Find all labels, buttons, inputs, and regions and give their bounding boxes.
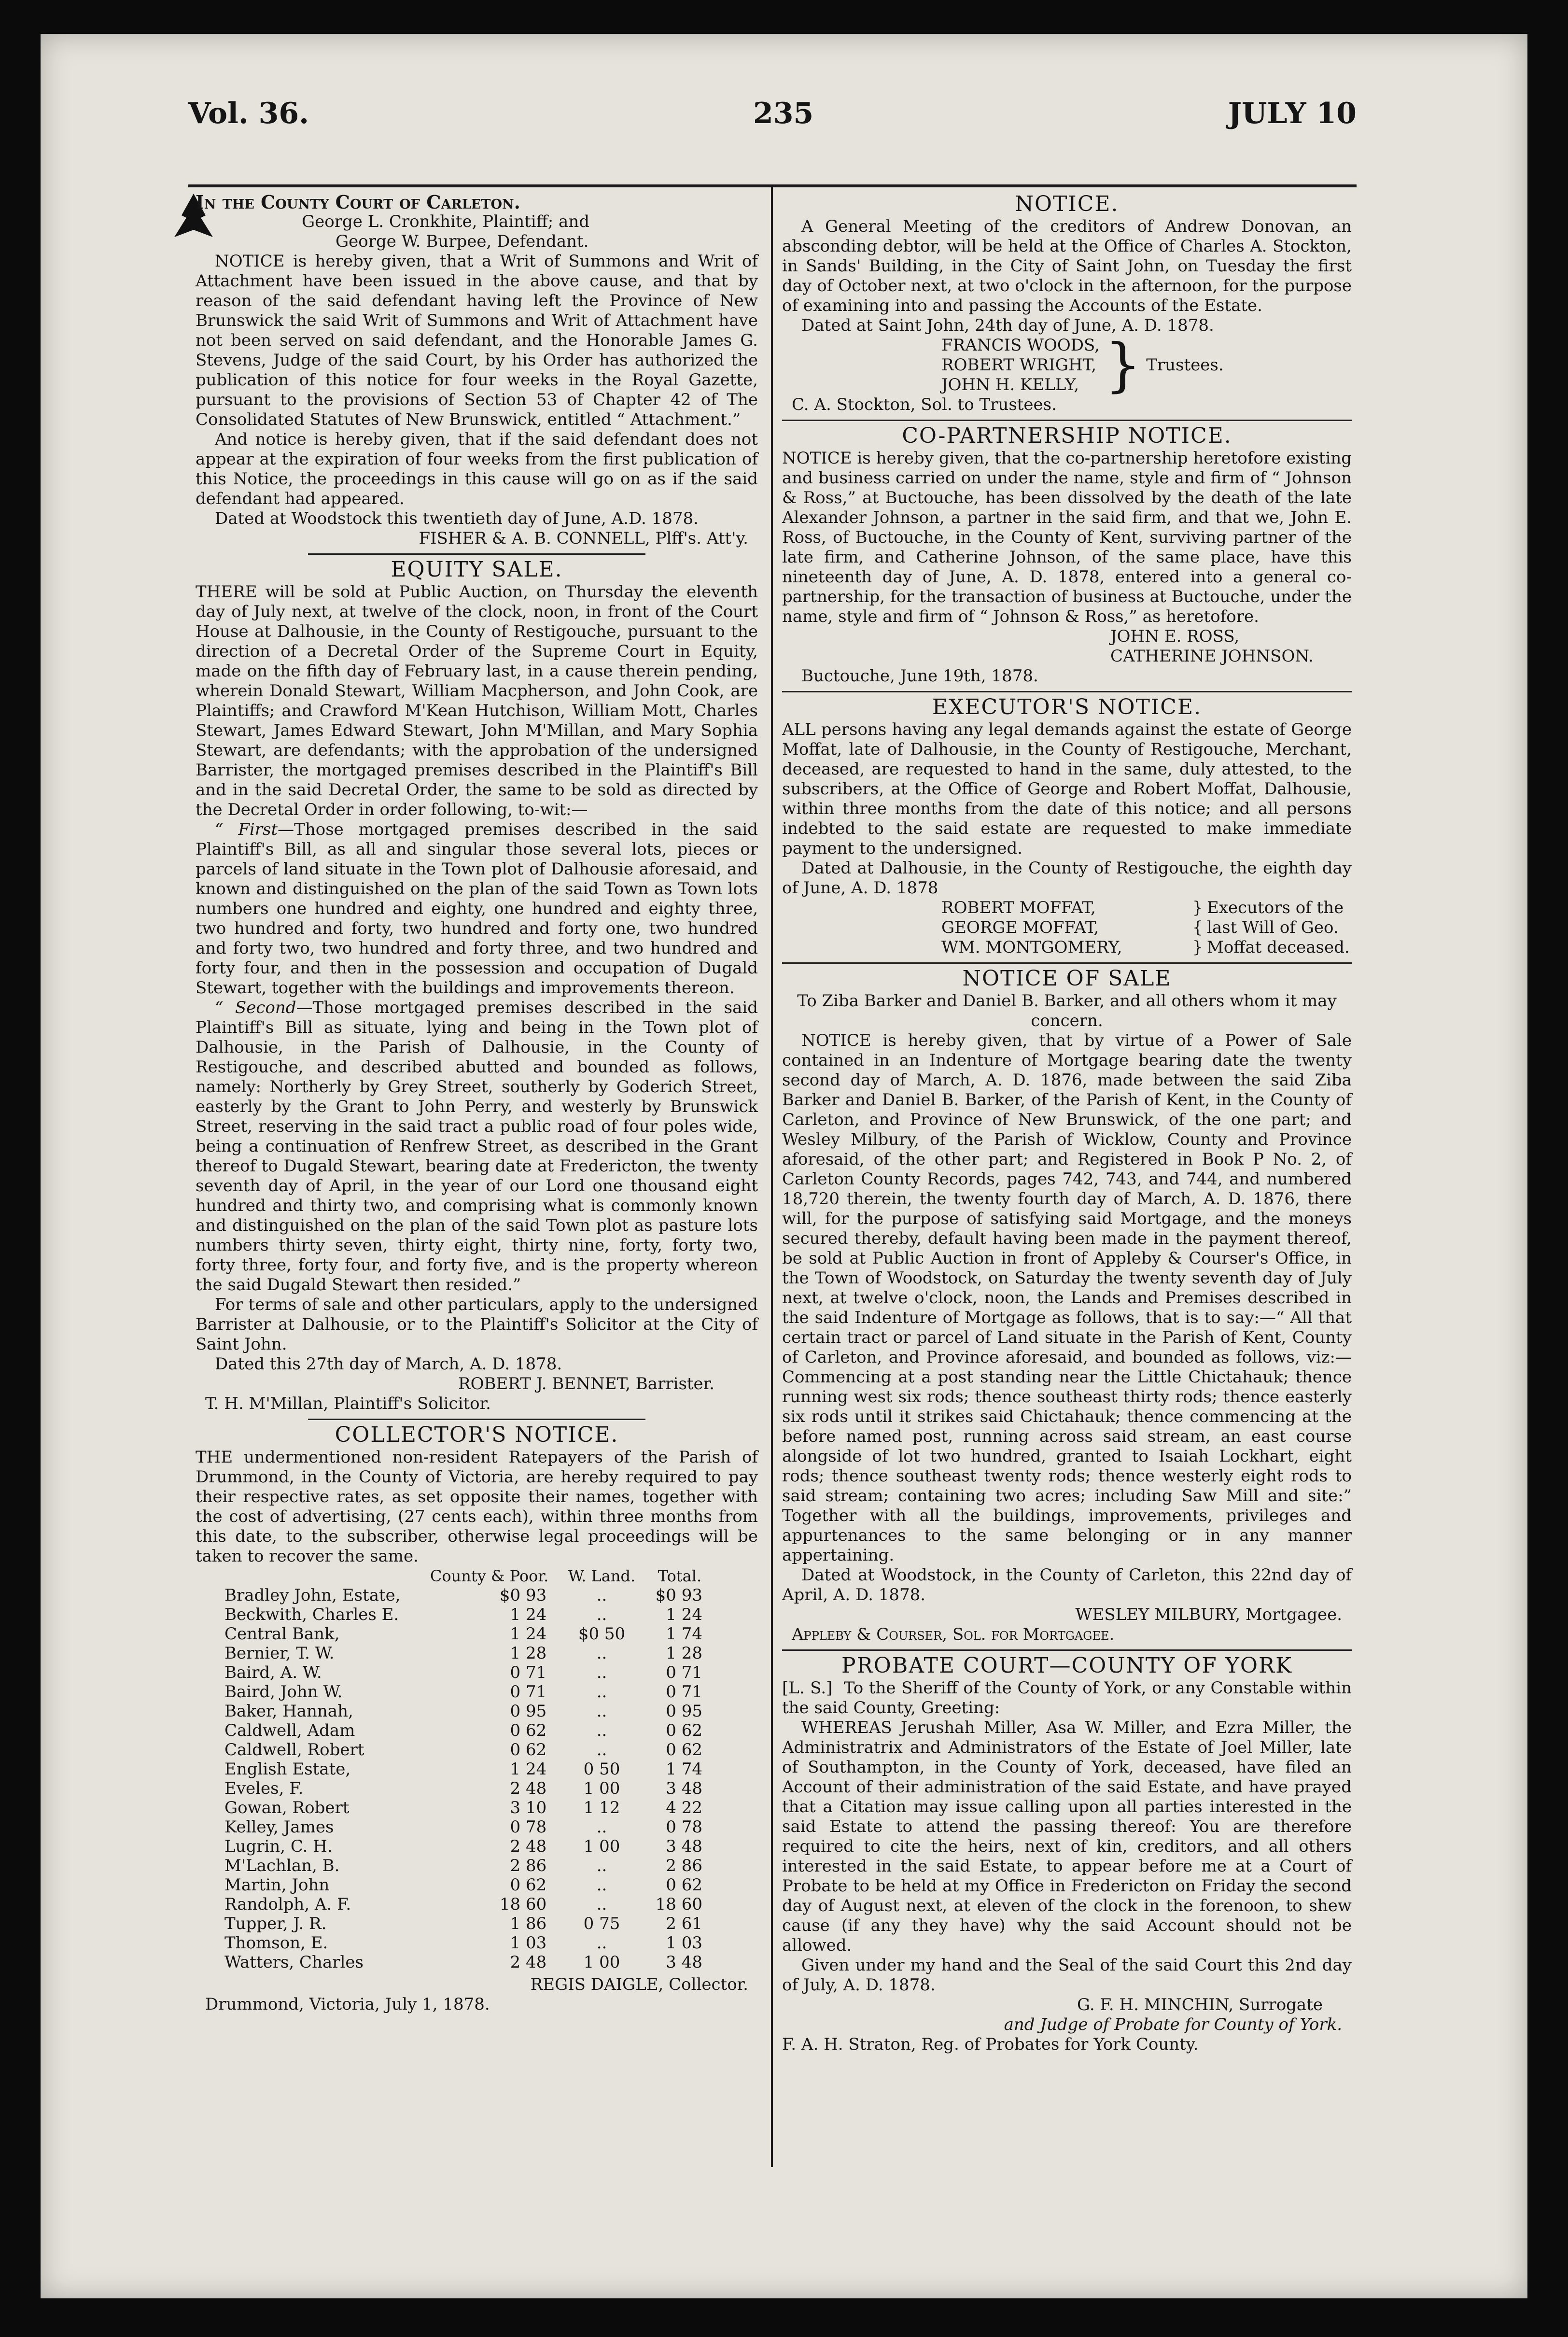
probate-court-notice: [782, 1653, 1352, 2055]
sale-addressees: To Ziba Barker and Daniel B. Barker, and all others whom it may concern.: [797, 991, 1337, 1030]
ratepayer-name: Baird, John W.: [224, 1682, 343, 1702]
ratepayer-name: Baird, A. W.: [224, 1663, 322, 1682]
meeting-paragraph: A General Meeting of the creditors of Andrew Donovan, an absconding debtor, will be held at the Office of Charles A. Stockton, in Sands' Building, in the City of Saint John, on Tuesday the first day of October next, at two o'clock in the afternoon, for the purpose of examining into and passing the Accounts of the Estate.: [782, 217, 1352, 315]
notice-of-sale: [782, 966, 1352, 1645]
total-rate: 2 61: [666, 1914, 702, 1933]
second-label: “ Second: [215, 998, 296, 1017]
wild-land-rate: ..: [596, 1933, 607, 1953]
total-rate: 2 86: [666, 1856, 702, 1875]
equity-paragraph-1: THERE will be sold at Public Auction, on Thursday the eleventh day of July next, at twelve of the clock, noon, in front of the Court House at Dalhousie, in the County of Restigouche, pursuant to the direction of a Decretal Order of the Supreme Court in Equity, made on the fifth day of February last, in a cause therein pending, wherein Donald Stewart, William Macpherson, and John Cook, are Plaintiffs; and Crawford M'Kean Hutchison, William Mott, Charles Stewart, James Edward Stewart, John M'Millan, and Mary Sophia Stewart, are defendants; with the approbation of the undersigned Barrister, the mortgaged premises described in the Plaintiff's Bill and in the said Decretal Order, the same to be sold as directed by the Decretal Order in order following, to-wit:—: [196, 582, 758, 819]
total-rate: 3 48: [666, 1953, 702, 1972]
sale-signature-solicitor: Appleby & Courser, Sol. for Mortgagee.: [792, 1625, 1115, 1644]
ratepayer-name: Kelley, James: [224, 1817, 334, 1837]
executor-name: WM. MONTGOMERY,: [941, 938, 1122, 957]
county-poor-rate: 0 78: [510, 1817, 547, 1837]
total-rate: 1 24: [666, 1605, 702, 1624]
executors-signatures: [782, 898, 1352, 957]
county-poor-rate: 1 28: [510, 1644, 547, 1663]
county-poor-rate: 2 48: [510, 1953, 547, 1972]
trustees-signatures: [782, 331, 1352, 399]
wild-land-rate: ..: [596, 1682, 607, 1702]
ratepayers-table: [224, 1566, 717, 1972]
parties-line-1: George L. Cronkhite, Plaintiff; and: [302, 212, 589, 231]
equity-paragraph-first: [196, 820, 758, 998]
parties-line-2: George W. Burpee, Defendant.: [336, 232, 589, 251]
trustees-label: Trustees.: [1146, 355, 1224, 375]
court-signature: FISHER & A. B. CONNELL, Plff's. Att'y.: [419, 529, 748, 548]
wild-land-rate: 1 12: [583, 1798, 620, 1817]
table-row: [224, 1817, 717, 1837]
ratepayer-name: Lugrin, C. H.: [224, 1837, 333, 1856]
wild-land-rate: 0 75: [583, 1914, 620, 1933]
equity-sale-heading: EQUITY SALE.: [391, 557, 563, 582]
executor-name: ROBERT MOFFAT,: [941, 898, 1096, 917]
seal-mark: [L. S.]: [782, 1678, 833, 1698]
table-row: [224, 1663, 717, 1682]
executor-title: Moffat deceased.: [1207, 938, 1350, 957]
total-rate: $0 93: [655, 1586, 702, 1605]
trustee-name: ROBERT WRIGHT,: [941, 355, 1097, 375]
table-row: [224, 1779, 717, 1798]
wild-land-rate: ..: [596, 1856, 607, 1875]
collector-signature: REGIS DAIGLE, Collector.: [530, 1975, 748, 1994]
total-rate: 1 03: [666, 1933, 702, 1953]
column-divider: [771, 187, 773, 2167]
wild-land-rate: ..: [596, 1721, 607, 1740]
copartnership-notice: [782, 423, 1352, 686]
probate-given: Given under my hand and the Seal of the said Court this 2nd day of July, A. D. 1878.: [782, 1956, 1352, 1995]
copartnership-signature-1: JOHN E. ROSS,: [1110, 627, 1240, 646]
table-header-row: [224, 1566, 717, 1586]
county-poor-rate: $0 93: [499, 1586, 547, 1605]
notice-heading: NOTICE.: [1015, 192, 1119, 216]
total-rate: 18 60: [655, 1895, 702, 1914]
trustees-solicitor: C. A. Stockton, Sol. to Trustees.: [792, 395, 1057, 414]
ratepayer-name: English Estate,: [224, 1760, 351, 1779]
ratepayer-name: Beckwith, Charles E.: [224, 1605, 399, 1624]
ratepayer-name: Caldwell, Adam: [224, 1721, 355, 1740]
court-dated: Dated at Woodstock this twentieth day of June, A.D. 1878.: [215, 509, 699, 528]
meeting-dated: Dated at Saint John, 24th day of June, A. D. 1878.: [801, 316, 1214, 335]
wild-land-rate: ..: [596, 1663, 607, 1682]
total-rate: 0 62: [666, 1721, 702, 1740]
total-rate: 0 62: [666, 1740, 702, 1760]
executor-title: last Will of Geo.: [1207, 918, 1339, 937]
collectors-heading: COLLECTOR'S NOTICE.: [335, 1422, 619, 1447]
column-header: County & Poor.: [430, 1567, 549, 1585]
county-poor-rate: 0 71: [510, 1663, 547, 1682]
county-poor-rate: 1 24: [510, 1760, 547, 1779]
copartnership-dated: Buctouche, June 19th, 1878.: [801, 666, 1038, 686]
trustee-name: FRANCIS WOODS,: [941, 336, 1100, 355]
brace-glyph: }: [1104, 331, 1142, 399]
section-rule: [782, 1649, 1352, 1651]
equity-paragraph-second: [196, 998, 758, 1295]
table-row: [224, 1740, 717, 1760]
wild-land-rate: ..: [596, 1740, 607, 1760]
copartnership-signature-2: CATHERINE JOHNSON.: [1110, 647, 1314, 666]
county-poor-rate: 0 62: [510, 1721, 547, 1740]
ratepayer-name: Caldwell, Robert: [224, 1740, 364, 1760]
court-title: In the County Court of Carleton.: [196, 191, 520, 213]
wild-land-rate: 1 00: [583, 1779, 620, 1798]
page-number: 235: [753, 97, 814, 130]
section-rule: [782, 962, 1352, 964]
wild-land-rate: ..: [596, 1895, 607, 1914]
wild-land-rate: 1 00: [583, 1953, 620, 1972]
sale-signature-mortgagee: WESLEY MILBURY, Mortgagee.: [1075, 1605, 1342, 1624]
executors-paragraph: ALL persons having any legal demands against the estate of George Moffat, late of Dalhousie, in the County of Restigouche, Merchant, deceased, are requested to hand in the same, duly attested, to the subscribers, at the Office of George and Robert Moffat, Dalhousie, within three months from the date of this notice; and all persons indebted to the said estate are requested to make immediate payment to the undersigned.: [782, 720, 1352, 858]
county-poor-rate: 0 62: [510, 1740, 547, 1760]
ratepayer-name: Randolph, A. F.: [224, 1895, 351, 1914]
county-poor-rate: 0 62: [510, 1875, 547, 1895]
ratepayer-name: Eveles, F.: [224, 1779, 304, 1798]
ratepayer-name: Tupper, J. R.: [224, 1914, 327, 1933]
ratepayer-name: Watters, Charles: [224, 1953, 364, 1972]
total-rate: 1 74: [666, 1624, 702, 1644]
court-paragraph-1: NOTICE is hereby given, that a Writ of Summons and Writ of Attachment have been issued in the above cause, and that by reason of the said defendant having left the Province of New Brunswick the said Writ of Summons and Writ of Attachment have not been served on said defendant, and the Honorable James G. Stevens, Judge of the said Court, by his Order has authorized the publication of this notice for four weeks in the Royal Gazette, pursuant to the provisions of Section 53 of Chapter 42 of The Consolidated Statutes of New Brunswick, entitled “ Attachment.”: [196, 252, 758, 429]
wild-land-rate: ..: [596, 1644, 607, 1663]
collectors-notice: [196, 1422, 758, 2014]
table-row: [224, 1721, 717, 1740]
county-poor-rate: 2 48: [510, 1837, 547, 1856]
ratepayer-name: Bernier, T. W.: [224, 1644, 335, 1663]
table-row: [224, 1953, 717, 1972]
brace-glyph: }: [1192, 938, 1203, 957]
executors-heading: EXECUTOR'S NOTICE.: [932, 695, 1202, 719]
sale-heading: NOTICE OF SALE: [962, 966, 1172, 991]
wild-land-rate: ..: [596, 1875, 607, 1895]
county-poor-rate: 2 86: [510, 1856, 547, 1875]
table-row: [224, 1875, 717, 1895]
volume-number: Vol. 36.: [188, 97, 309, 130]
wild-land-rate: ..: [596, 1817, 607, 1837]
equity-paragraph-terms: For terms of sale and other particulars, apply to the undersigned Barrister at Dalhousie, or to the Plaintiff's Solicitor at the City of Saint John.: [196, 1295, 758, 1354]
probate-signature-1: G. F. H. MINCHIN, Surrogate: [1077, 1995, 1323, 2014]
county-poor-rate: 3 10: [510, 1798, 547, 1817]
ratepayer-name: M'Lachlan, B.: [224, 1856, 340, 1875]
trustee-name: JOHN H. KELLY,: [941, 375, 1079, 394]
page-header: [188, 97, 1357, 145]
total-rate: 0 71: [666, 1663, 702, 1682]
executors-dated: Dated at Dalhousie, in the County of Restigouche, the eighth day of June, A. D. 1878: [782, 859, 1352, 898]
county-poor-rate: 1 24: [510, 1624, 547, 1644]
equity-signature-barrister: ROBERT J. BENNET, Barrister.: [458, 1374, 714, 1394]
equity-signature-solicitor: T. H. M'Millan, Plaintiff's Solicitor.: [205, 1394, 491, 1413]
probate-to: To the Sheriff of the County of York, or any Constable within the said County, Greeting:: [782, 1678, 1352, 1718]
total-rate: 4 22: [666, 1798, 702, 1817]
county-poor-rate: 0 71: [510, 1682, 547, 1702]
ratepayer-name: Gowan, Robert: [224, 1798, 350, 1817]
equity-sale-notice: [196, 557, 758, 1414]
total-rate: 0 78: [666, 1817, 702, 1837]
sale-paragraph: NOTICE is hereby given, that by virtue of a Power of Sale contained in an Indenture of Mortgage bearing date the twenty second day of March, A. D. 1876, made between the said Ziba Barker and Daniel B. Barker, of the Parish of Kent, in the County of Carleton, and Province of New Brunswick, of the one part; and Wesley Milbury, of the Parish of Wicklow, County and Province aforesaid, of the other part; and Registered in Book P No. 2, of Carleton County Records, pages 742, 743, and 744, and numbered 18,720 therein, the twenty fourth day of March, A. D. 1876, there will, for the purpose of satisfying said Mortgage, and the moneys secured thereby, default having been made in the payment thereof, be sold at Public Auction in front of Appleby & Courser's Office, in the Town of Woodstock, on Saturday the twenty seventh day of July next, at twelve o'clock, noon, the Lands and Premises described in the said Indenture of Mortgage as follows, that is to say:—“ All that certain tract or parcel of Land situate in the Parish of Kent, County of Carleton, and Province aforesaid, and bounded as follows, viz:—Commencing at a post standing near the Little Chictahauk; thence running west six rods; thence southeast thirty rods; thence easterly six rods until it strikes said Chictahauk; thence commencing at the before named post, running across said stream, an east course alongside of lot two hundred, granted to Isaiah Lockhart, eight rods; thence southeast twenty rods; thence westerly eight rods to said stream; containing two acres; including Saw Mill and site:” Together with all the buildings, improvements, privileges and appurtenances to the same belonging or in any manner appertaining.: [782, 1031, 1352, 1565]
ratepayer-name: Martin, John: [224, 1875, 330, 1895]
executor-title: Executors of the: [1207, 898, 1344, 917]
wild-land-rate: 1 00: [583, 1837, 620, 1856]
copartnership-heading: CO-PARTNERSHIP NOTICE.: [902, 423, 1232, 448]
total-rate: 3 48: [666, 1837, 702, 1856]
total-rate: 0 62: [666, 1875, 702, 1895]
collectors-paragraph: THE undermentioned non-resident Ratepayers of the Parish of Drummond, in the County of Victoria, are hereby required to pay their respective rates, as set opposite their names, together with the cost of advertising, (27 cents each), within three months from this date, to the subscriber, otherwise legal proceedings will be taken to recover the same.: [196, 1448, 758, 1566]
total-rate: 1 74: [666, 1760, 702, 1779]
table-row: [224, 1586, 717, 1605]
wild-land-rate: 0 50: [583, 1760, 620, 1779]
creditors-meeting-notice: [782, 194, 1352, 415]
table-row: [224, 1837, 717, 1856]
total-rate: 0 95: [666, 1702, 702, 1721]
table-row: [224, 1914, 717, 1933]
probate-address: [782, 1678, 1352, 1718]
first-label: “ First: [215, 820, 278, 839]
right-column: [782, 192, 1352, 2055]
table-row: [224, 1856, 717, 1875]
second-text: —Those mortgaged premises described in the said Plaintiff's Bill as situate, lying and being in the Town plot of Dalhousie, in the Parish of Dalhousie, in the County of Restigouche, and described abutted and bounded as follows, namely: Northerly by Grey Street, southerly by Goderich Street, easterly by the Grant to John Perry, and westerly by Brunswick Street, reserving in the said tract a public road of four poles wide, being a continuation of Renfrew Street, as described in the Grant thereof to Dugald Stewart, bearing date at Fredericton, the twenty seventh day of April, in the year of our Lord one thousand eight hundred and thirty two, and comprising what is commonly known and distinguished on the plan of the said Town plot as pasture lots numbers thirty seven, thirty eight, thirty nine, forty, forty two, forty three, forty four, and forty five, and is the property whereon the said Dugald Stewart then resided.”: [196, 998, 758, 1295]
county-court-notice: [196, 192, 758, 549]
probate-heading: PROBATE COURT—COUNTY OF YORK: [841, 1653, 1292, 1678]
table-row: [224, 1682, 717, 1702]
equity-dated: Dated this 27th day of March, A. D. 1878.: [215, 1354, 562, 1374]
wild-land-rate: ..: [596, 1586, 607, 1605]
copartnership-paragraph: NOTICE is hereby given, that the co-partnership heretofore existing and business carried on under the name, style and firm of “ Johnson & Ross,” at Buctouche, has been dissolved by the death of the late Alexander Johnson, a partner in the said firm, and that we, John E. Ross, of Buctouche, in the County of Kent, surviving partner of the late firm, and Catherine Johnson, of the same place, have this nineteenth day of June, A. D. 1878, entered into a general co-partnership, for the transaction of business at Buctouche, under the name, style and firm of “ Johnson & Ross,” as heretofore.: [782, 449, 1352, 626]
county-poor-rate: 0 95: [510, 1702, 547, 1721]
table-row: [224, 1702, 717, 1721]
section-rule: [782, 420, 1352, 421]
table-row: [224, 1798, 717, 1817]
county-poor-rate: 1 86: [510, 1914, 547, 1933]
brace-glyph: }: [1192, 898, 1203, 917]
table-row: [224, 1933, 717, 1953]
table-row: [224, 1624, 717, 1644]
ratepayer-name: Baker, Hannah,: [224, 1702, 353, 1721]
collector-dated: Drummond, Victoria, July 1, 1878.: [205, 1995, 490, 2014]
wild-land-rate: $0 50: [578, 1624, 626, 1644]
ratepayer-name: Bradley John, Estate,: [224, 1586, 401, 1605]
wild-land-rate: ..: [596, 1605, 607, 1624]
table-row: [224, 1644, 717, 1663]
ratepayers-table-body: [224, 1586, 717, 1972]
probate-paragraph: WHEREAS Jerushah Miller, Asa W. Miller, and Ezra Miller, the Administratrix and Administrators of the Estate of Joel Miller, late of Southampton, in the County of York, deceased, have filed an Account of their administration of the said Estate, and have prayed that a Citation may issue calling upon all parties interested in the said Estate to attend the passing thereof: You are therefore required to cite the heirs, next of kin, creditors, and all others interested in the said Estate, to appear before me at a Court of Probate to be held at my Office in Fredericton on Friday the second day of August next, at eleven of the clock in the forenoon, to shew cause (if any they have) why the said Account should not be allowed.: [782, 1718, 1352, 1955]
column-header: W. Land.: [568, 1567, 636, 1585]
ratepayer-name: Thomson, E.: [224, 1933, 328, 1953]
table-row: [224, 1605, 717, 1624]
brace-glyph: {: [1192, 918, 1203, 937]
wild-land-rate: ..: [596, 1702, 607, 1721]
total-rate: 1 28: [666, 1644, 702, 1663]
executor-name: GEORGE MOFFAT,: [941, 918, 1099, 937]
total-rate: 3 48: [666, 1779, 702, 1798]
section-rule: [782, 691, 1352, 692]
table-row: [224, 1895, 717, 1914]
county-poor-rate: 2 48: [510, 1779, 547, 1798]
first-text: —Those mortgaged premises described in the said Plaintiff's Bill, as all and singular those several lots, pieces or parcels of land situate in the Town plot of Dalhousie aforesaid, and known and distinguished on the plan of the said Town as Town lots numbers one hundred and eighty, one hundred and eighty three, two hundred and forty, two hundred and forty one, two hundred and forty two, two hundred and forty three, and two hundred and forty four, and then in the possession and occupation of Dugald Stewart, together with the buildings and improvements thereon.: [196, 820, 758, 998]
table-row: [224, 1760, 717, 1779]
probate-signature-2: and Judge of Probate for County of York.: [1004, 2015, 1342, 2034]
ratepayer-name: Central Bank,: [224, 1624, 340, 1644]
court-paragraph-2: And notice is hereby given, that if the said defendant does not appear at the expiration of four weeks from the first publication of this Notice, the proceedings in this cause will go on as if the said defendant had appeared.: [196, 430, 758, 508]
county-poor-rate: 1 03: [510, 1933, 547, 1953]
executors-notice: [782, 697, 1352, 957]
sale-dated: Dated at Woodstock, in the County of Carleton, this 22nd day of April, A. D. 1878.: [782, 1565, 1352, 1605]
section-rule: [308, 1419, 645, 1420]
county-poor-rate: 18 60: [499, 1895, 547, 1914]
section-rule: [308, 553, 645, 555]
total-rate: 0 71: [666, 1682, 702, 1702]
probate-registrar: F. A. H. Straton, Reg. of Probates for York County.: [782, 2035, 1199, 2054]
column-header: Total.: [658, 1567, 702, 1585]
issue-date: JULY 10: [1228, 97, 1357, 130]
left-column: [196, 192, 758, 2014]
county-poor-rate: 1 24: [510, 1605, 547, 1624]
